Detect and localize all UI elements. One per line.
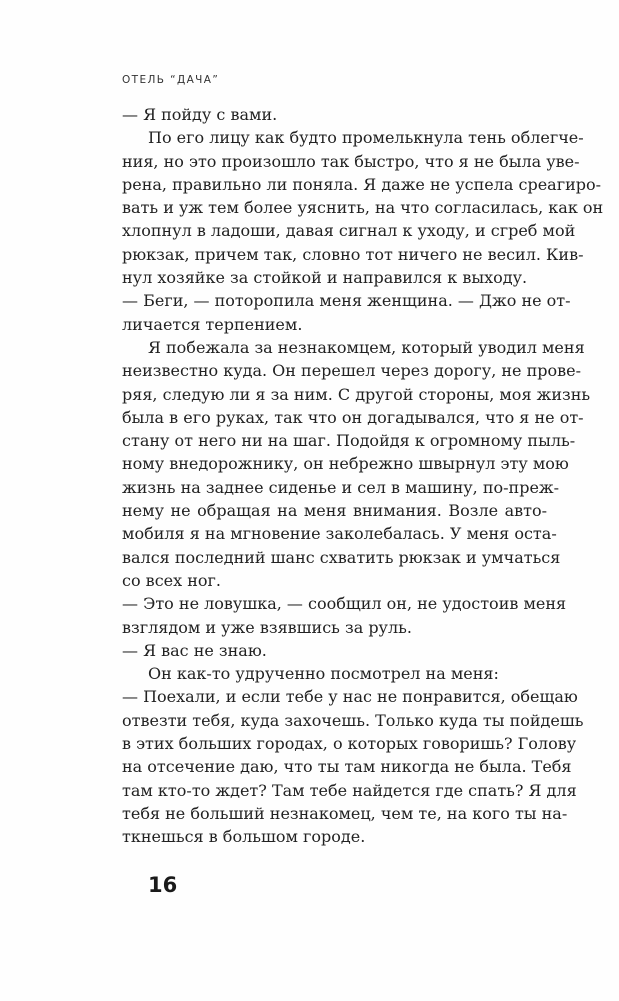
text-line: ткнешься в большом городе.	[122, 827, 366, 847]
text-line: — Поехали, и если тебе у нас не понравится, обещаю	[122, 687, 578, 707]
text-line: хлопнул в ладоши, давая сигнал к уходу, и сгреб мой	[122, 221, 576, 241]
text-line: тебя не больший незнакомец, чем те, на кого ты на-	[122, 803, 568, 823]
body-text	[122, 103, 604, 849]
text-line: мобиля я на мгновение заколебалась. У меня оста-	[122, 524, 557, 544]
text-line: ному внедорожнику, он небрежно швырнул эту мою	[122, 454, 569, 474]
text-line: ряя, следую ли я за ним. С другой стороны, моя жизнь	[122, 384, 591, 404]
running-head: ОТЕЛЬ “ДАЧА”	[122, 74, 220, 86]
text-line: там кто-то ждет? Там тебе найдется где спать? Я для	[122, 780, 577, 800]
text-line: со всех ног.	[122, 570, 221, 590]
text-line: — Я пойду с вами.	[122, 105, 278, 124]
text-line: была в его руках, так что он догадывался, что я не от-	[122, 407, 584, 427]
text-line: стану от него ни на шаг. Подойдя к огромному пыль-	[122, 431, 576, 451]
text-line: нул хозяйке за стойкой и направился к выходу.	[122, 268, 528, 288]
text-line: жизнь на заднее сиденье и сел в машину, по-преж-	[122, 477, 560, 497]
text-line: По его лицу как будто промелькнула тень облегче-	[148, 128, 584, 148]
page-number: 16	[148, 873, 178, 897]
text-line: Он как-то удрученно посмотрел на меня:	[148, 664, 499, 684]
text-line: нему не обращая на меня внимания. Возле авто-	[122, 501, 547, 521]
text-line: рена, правильно ли поняла. Я даже не успела среагиро-	[122, 174, 602, 194]
text-line: — Я вас не знаю.	[122, 640, 267, 660]
text-line: отвезти тебя, куда захочешь. Только куда ты пойдешь	[122, 710, 584, 730]
text-line: взглядом и уже взявшись за руль.	[122, 617, 412, 637]
text-line: — Беги, — поторопила меня женщина. — Джо не от-	[122, 291, 571, 311]
text-line: Я побежала за незнакомцем, который уводил меня	[148, 337, 585, 357]
text-line: в этих больших городах, о которых говоришь? Голову	[122, 734, 577, 754]
text-line: неизвестно куда. Он перешел через дорогу, не прове-	[122, 361, 582, 381]
text-line: — Это не ловушка, — сообщил он, не удостоив меня	[122, 594, 567, 614]
text-line: ния, но это произошло так быстро, что я не была уве-	[122, 151, 580, 171]
text-line: вать и уж тем более уяснить, на что согласилась, как он	[122, 198, 604, 218]
text-line: вался последний шанс схватить рюкзак и умчаться	[122, 547, 561, 567]
text-line: личается терпением.	[122, 314, 303, 334]
text-line: рюкзак, причем так, словно тот ничего не весил. Кив-	[122, 244, 584, 264]
text-line: на отсечение даю, что ты там никогда не была. Тебя	[122, 757, 572, 777]
